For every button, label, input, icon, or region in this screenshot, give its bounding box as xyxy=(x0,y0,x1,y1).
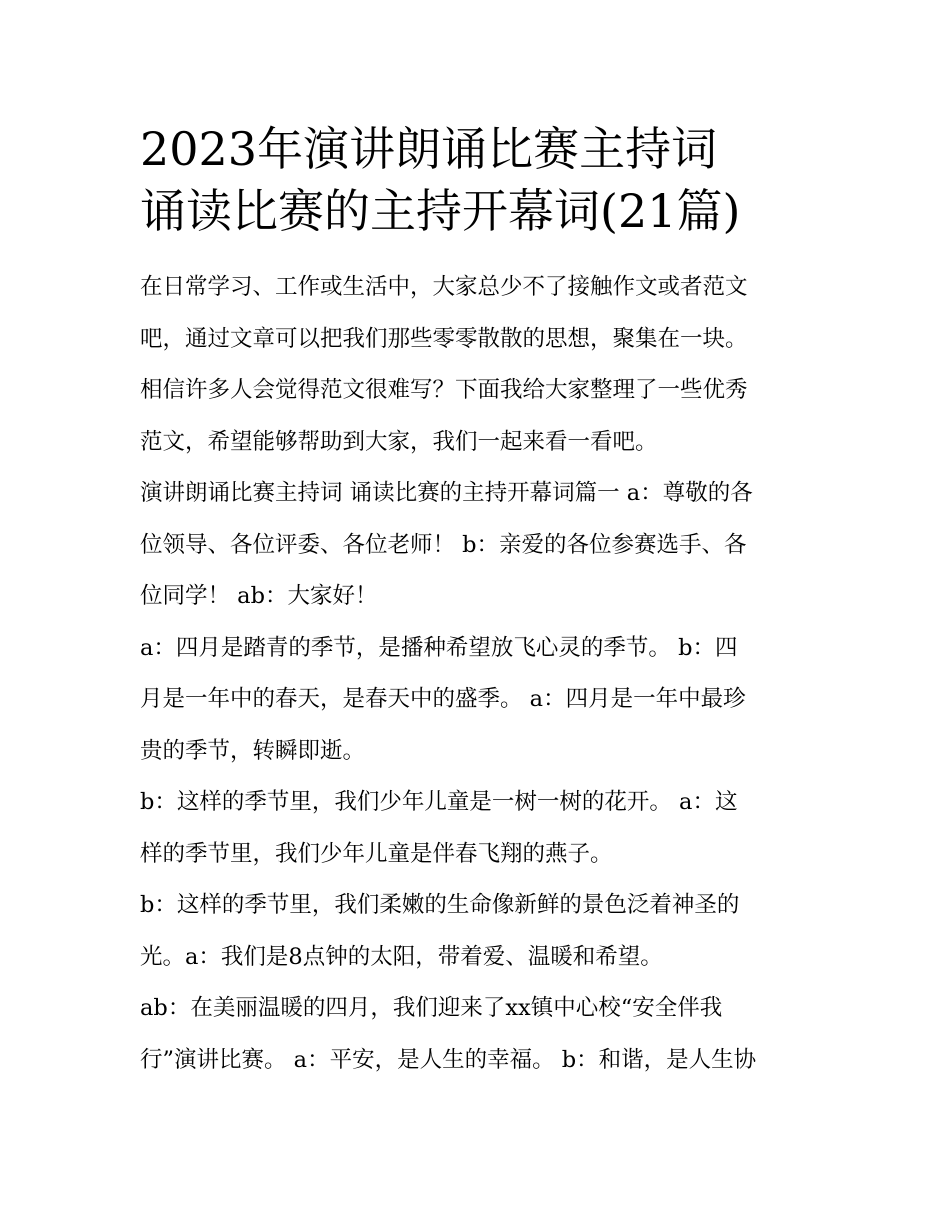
document-title xyxy=(140,118,820,242)
text-line: b：这样的季节里，我们柔嫩的生命像新鲜的景色泛着神圣的 xyxy=(140,892,740,918)
text-line: 相信许多人会觉得范文很难写？下面我给大家整理了一些优秀 xyxy=(140,377,748,403)
paragraph-greeting xyxy=(140,468,820,623)
text-line: a：四月是踏青的季节，是播种希望放飞心灵的季节。 b：四 xyxy=(140,634,738,661)
paragraph-sun xyxy=(140,880,820,983)
text-line: 光。a：我们是8点钟的太阳，带着爱、温暖和希望。 xyxy=(140,943,663,970)
title-line-1: 2023年演讲朗诵比赛主持词 xyxy=(140,122,718,176)
text-line: 样的季节里，我们少年儿童是伴春飞翔的燕子。 xyxy=(140,840,613,867)
text-line: 位领导、各位评委、各位老师！ b：亲爱的各位参赛选手、各 xyxy=(140,531,747,558)
paragraph-intro xyxy=(140,262,820,468)
text-line: 范文，希望能够帮助到大家，我们一起来看一看吧。 xyxy=(140,428,658,455)
document-body xyxy=(140,262,820,1086)
text-line: 行”演讲比赛。 a：平安，是人生的幸福。 b：和谐，是人生协 xyxy=(140,1046,757,1073)
document-content xyxy=(140,118,820,1086)
text-line: 演讲朗诵比赛主持词 诵读比赛的主持开幕词篇一 a：尊敬的各 xyxy=(140,480,753,506)
paragraph-flowers xyxy=(140,777,820,880)
text-line: 月是一年中的春天，是春天中的盛季。 a：四月是一年中最珍 xyxy=(140,686,746,712)
title-line-2: 诵读比赛的主持开幕词(21篇) xyxy=(140,184,741,238)
text-line: 位同学！ ab：大家好！ xyxy=(140,583,378,609)
text-line: ab：在美丽温暖的四月，我们迎来了xx镇中心校“安全伴我 xyxy=(140,995,723,1021)
text-line: 吧，通过文章可以把我们那些零零散散的思想，聚集在一块。 xyxy=(140,325,748,352)
text-line: 贵的季节，转瞬即逝。 xyxy=(140,737,366,764)
text-line: b：这样的季节里，我们少年儿童是一树一树的花开。 a：这 xyxy=(140,789,738,815)
text-line: 在日常学习、工作或生活中，大家总少不了接触作文或者范文 xyxy=(140,274,748,300)
paragraph-april xyxy=(140,623,820,778)
paragraph-safety xyxy=(140,983,820,1086)
